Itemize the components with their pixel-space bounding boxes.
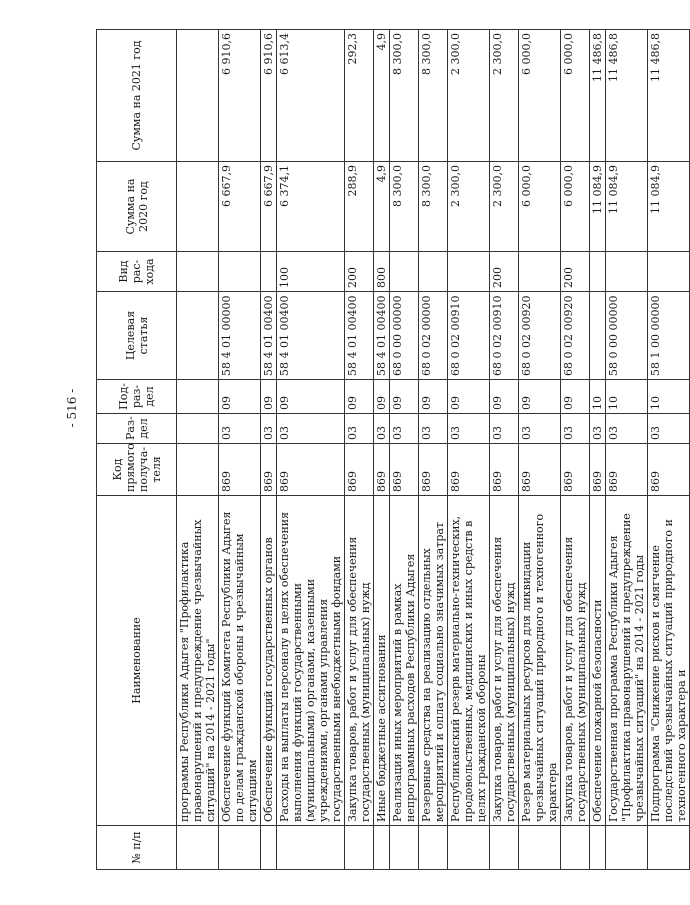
cell-target: 58 1 00 00000 [648,292,690,380]
cell-admin: 869 [277,444,345,496]
table-row [648,30,690,870]
cell-subsection: 09 [219,380,261,414]
cell-subsection: 09 [490,380,519,414]
cell-sum-2021: 292,3 [345,30,374,162]
cell-expense: 800 [374,252,390,292]
cell-sum-2020: 6 000,0 [519,162,561,252]
header-section: Раз-дел [97,414,177,444]
cell-expense [648,252,690,292]
cell-admin: 869 [419,444,448,496]
cell-no [590,826,606,870]
cell-name: Резерв материальных ресурсов для ликвидации чрезвычайных ситуаций природного и техногенного характера [519,496,561,826]
cell-sum-2021: 4,9 [374,30,390,162]
cell-target: 68 0 02 00000 [419,292,448,380]
cell-sum-2020: 11 084,9 [590,162,606,252]
cell-target: 68 0 02 00910 [448,292,490,380]
cell-sum-2021: 2 300,0 [490,30,519,162]
cell-expense [177,252,219,292]
cell-no [345,826,374,870]
cell-sum-2020: 6 000,0 [561,162,590,252]
table-body [177,30,690,870]
cell-admin: 869 [345,444,374,496]
cell-expense [261,252,277,292]
cell-subsection: 09 [390,380,419,414]
cell-name: Подпрограмма "Снижение рисков и смягчение последствий чрезвычайных ситуаций природного и техногенного характера и [648,496,690,826]
cell-sum-2020: 6 667,9 [219,162,261,252]
cell-expense: 200 [561,252,590,292]
cell-expense: 200 [345,252,374,292]
cell-subsection: 09 [374,380,390,414]
cell-expense: 100 [277,252,345,292]
cell-admin: 869 [374,444,390,496]
cell-name: Иные бюджетные ассигнования [374,496,390,826]
cell-expense [390,252,419,292]
cell-section: 03 [561,414,590,444]
cell-no [648,826,690,870]
cell-sum-2020: 4,9 [374,162,390,252]
cell-section: 03 [219,414,261,444]
cell-no [277,826,345,870]
cell-no [490,826,519,870]
cell-sum-2020: 6 374,1 [277,162,345,252]
header-subsection: Под-раз-дел [97,380,177,414]
cell-sum-2020: 8 300,0 [419,162,448,252]
table-row [219,30,261,870]
cell-name: Закупка товаров, работ и услуг для обеспечения государственных (муниципальных) нужд [561,496,590,826]
cell-subsection: 09 [345,380,374,414]
cell-subsection: 10 [606,380,648,414]
cell-admin: 869 [219,444,261,496]
cell-name: Расходы на выплаты персоналу в целях обеспечения выполнения функций государственными (муниципальными) органами, казенными учреждениями, органами управления государственными внебюджетными фондами [277,496,345,826]
cell-expense [448,252,490,292]
cell-name: Республиканский резерв материально-технических, продовольственных, медицинских и иных средств в целях гражданской обороны [448,496,490,826]
cell-target [590,292,606,380]
cell-admin: 869 [561,444,590,496]
cell-sum-2021: 11 486,8 [648,30,690,162]
cell-sum-2020: 288,9 [345,162,374,252]
cell-target: 58 4 01 00400 [345,292,374,380]
table-row [490,30,519,870]
cell-target: 58 4 01 00000 [219,292,261,380]
header-no: № п/п [97,826,177,870]
cell-target: 68 0 02 00920 [519,292,561,380]
cell-sum-2021: 6 910,6 [261,30,277,162]
table-row [277,30,345,870]
cell-sum-2020: 11 084,9 [606,162,648,252]
cell-sum-2021: 8 300,0 [419,30,448,162]
cell-no [177,826,219,870]
cell-sum-2021: 6 000,0 [519,30,561,162]
cell-target: 68 0 02 00910 [490,292,519,380]
rotated-content [96,30,688,870]
cell-sum-2021: 8 300,0 [390,30,419,162]
cell-subsection: 09 [561,380,590,414]
cell-sum-2020: 11 084,9 [648,162,690,252]
cell-sum-2020: 2 300,0 [448,162,490,252]
cell-target: 58 4 01 00400 [277,292,345,380]
cell-section: 03 [648,414,690,444]
cell-expense [590,252,606,292]
page-number: - 516 - [65,388,79,428]
table-row [561,30,590,870]
cell-subsection: 10 [590,380,606,414]
cell-name: Реализация иных мероприятий в рамках непрограммных расходов Республики Адыгея [390,496,419,826]
cell-section: 03 [261,414,277,444]
cell-expense [419,252,448,292]
cell-sum-2021: 6 000,0 [561,30,590,162]
table-row [448,30,490,870]
cell-admin: 869 [590,444,606,496]
cell-section: 03 [448,414,490,444]
cell-expense: 200 [490,252,519,292]
cell-no [219,826,261,870]
table-header [97,30,177,870]
cell-admin [177,444,219,496]
table-row [606,30,648,870]
cell-no [374,826,390,870]
cell-sum-2021: 6 613,4 [277,30,345,162]
cell-sum-2020 [177,162,219,252]
cell-target: 58 4 01 00400 [261,292,277,380]
cell-sum-2020: 2 300,0 [490,162,519,252]
table-row [177,30,219,870]
cell-name: Закупка товаров, работ и услуг для обеспечения государственных (муниципальных) нужд [345,496,374,826]
table-row [374,30,390,870]
cell-sum-2021 [177,30,219,162]
cell-admin: 869 [261,444,277,496]
cell-target [177,292,219,380]
cell-sum-2021: 11 486,8 [590,30,606,162]
header-admin: Код прямого получа-теля [97,444,177,496]
cell-subsection: 09 [261,380,277,414]
cell-admin: 869 [606,444,648,496]
header-sum-2020: Сумма на 2020 год [97,162,177,252]
cell-name: Закупка товаров, работ и услуг для обеспечения государственных (муниципальных) нужд [490,496,519,826]
header-name: Наименование [97,496,177,826]
cell-section: 03 [374,414,390,444]
cell-expense [519,252,561,292]
cell-section: 03 [519,414,561,444]
header-target: Целевая статья [97,292,177,380]
cell-admin: 869 [448,444,490,496]
cell-subsection: 09 [519,380,561,414]
cell-subsection: 09 [277,380,345,414]
cell-section: 03 [490,414,519,444]
cell-target: 58 4 01 00400 [374,292,390,380]
cell-sum-2021: 11 486,8 [606,30,648,162]
cell-name: Обеспечение пожарной безопасности [590,496,606,826]
rotated-page-area [96,30,688,870]
cell-sum-2020: 8 300,0 [390,162,419,252]
cell-name: программы Республики Адыгея "Профилактика правонарушений и предупреждение чрезвычайных ситуаций" на 2014 - 2021 годы" [177,496,219,826]
cell-admin: 869 [490,444,519,496]
header-expense: Вид рас-хода [97,252,177,292]
cell-subsection [177,380,219,414]
cell-admin: 869 [390,444,419,496]
cell-name: Обеспечение функций Комитета Республики Адыгея по делам гражданской обороны и чрезвычайным ситуациям [219,496,261,826]
cell-section: 03 [419,414,448,444]
cell-section: 03 [606,414,648,444]
budget-table [96,29,690,870]
table-row [590,30,606,870]
cell-section: 03 [590,414,606,444]
cell-no [561,826,590,870]
table-row [519,30,561,870]
cell-subsection: 09 [448,380,490,414]
cell-no [261,826,277,870]
table-row [345,30,374,870]
cell-sum-2021: 2 300,0 [448,30,490,162]
cell-no [519,826,561,870]
cell-no [448,826,490,870]
cell-sum-2021: 6 910,6 [219,30,261,162]
cell-sum-2020: 6 667,9 [261,162,277,252]
cell-section: 03 [390,414,419,444]
cell-section: 03 [345,414,374,444]
cell-expense [219,252,261,292]
cell-name: Государственная программа Республики Адыгея "Профилактика правонарушений и предупреждение чрезвычайных ситуаций" на 2014 - 2021 годы [606,496,648,826]
cell-name: Обеспечение функций государственных органов [261,496,277,826]
table-row [419,30,448,870]
cell-name: Резервные средства на реализацию отдельных мероприятий и оплату социально значимых затрат [419,496,448,826]
cell-target: 58 0 00 00000 [606,292,648,380]
cell-target: 68 0 02 00920 [561,292,590,380]
cell-admin: 869 [648,444,690,496]
cell-section: 03 [277,414,345,444]
cell-no [419,826,448,870]
cell-subsection: 09 [419,380,448,414]
cell-admin: 869 [519,444,561,496]
cell-subsection: 10 [648,380,690,414]
table-row [261,30,277,870]
cell-target: 68 0 00 00000 [390,292,419,380]
cell-section [177,414,219,444]
cell-no [606,826,648,870]
cell-expense [606,252,648,292]
cell-no [390,826,419,870]
table-row [390,30,419,870]
header-sum-2021: Сумма на 2021 год [97,30,177,162]
